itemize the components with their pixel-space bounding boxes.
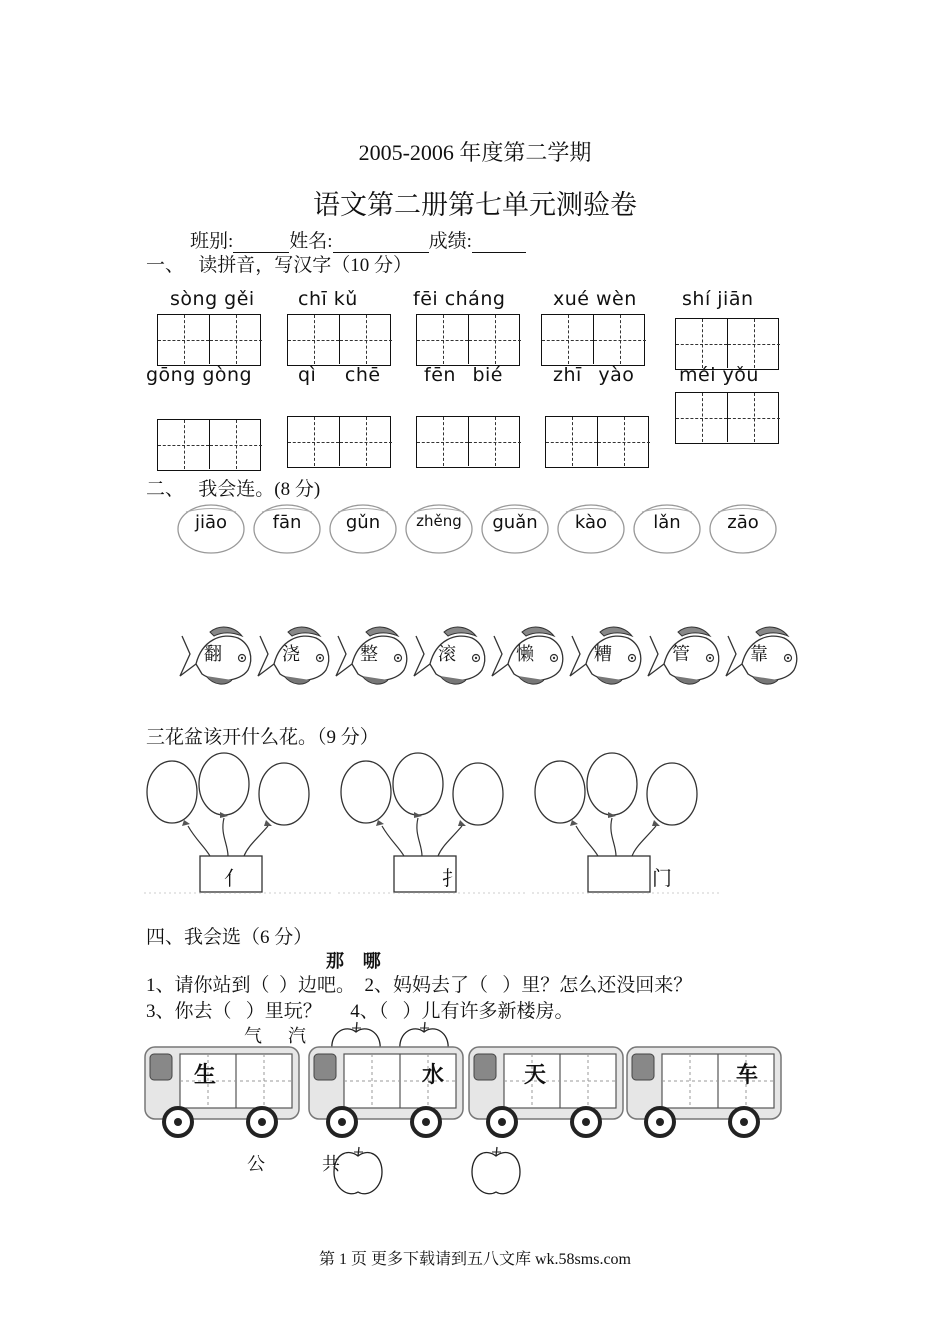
pot-radical: 门 (652, 868, 672, 890)
question-line-2: 3、你去（ ）里玩？ 4、（ ）儿有许多新楼房。 (146, 1001, 574, 1022)
writing-grid[interactable] (675, 318, 779, 370)
pinyin-bowl[interactable] (480, 502, 550, 554)
writing-grid[interactable] (416, 314, 520, 366)
balloon-pot (338, 750, 538, 896)
apple-icon (468, 1146, 524, 1198)
fish-icon[interactable] (566, 624, 646, 690)
bowl-pinyin: jiāo (194, 512, 228, 533)
fish-icon[interactable] (722, 624, 802, 690)
fish-character: 浇 (282, 644, 300, 665)
pinyin-bowl[interactable] (328, 502, 398, 554)
student-info (190, 226, 526, 253)
bus-character: 天 (524, 1063, 547, 1088)
score-label: 成绩: (428, 231, 472, 252)
balloon-pot (532, 750, 732, 896)
writing-grid[interactable] (416, 416, 520, 468)
page-title: 语文第二册第七单元测验卷 (313, 190, 637, 220)
writing-grid[interactable] (287, 314, 391, 366)
section2-heading: 二、 我会连。(8 分) (146, 479, 321, 500)
bowl-pinyin: guǎn (492, 512, 538, 533)
writing-grid[interactable] (541, 314, 645, 366)
pinyin-label: sòng gěi (170, 288, 255, 310)
section4-heading: 四、我会选（6 分） (146, 927, 313, 948)
class-label: 班别: (190, 231, 234, 252)
pinyin-bowl[interactable] (556, 502, 626, 554)
bowl-pinyin: zhěng (416, 512, 462, 530)
writing-grid[interactable] (157, 314, 261, 366)
word-label: 公 (247, 1154, 265, 1174)
word-label: 共 (322, 1154, 340, 1174)
pinyin-label: gōng gòng (146, 364, 253, 386)
pinyin-label: xué wèn (553, 288, 637, 310)
writing-grid[interactable] (675, 392, 779, 444)
fish-icon[interactable] (332, 624, 412, 690)
balloon-pot (144, 750, 344, 896)
pinyin-bowl[interactable] (252, 502, 322, 554)
fish-character: 整 (360, 644, 378, 665)
bus-icon (144, 1046, 300, 1138)
choice-words: 那 哪 (326, 951, 381, 972)
section3-heading: 三花盆该开什么花。（9 分） (146, 727, 379, 748)
section1-heading: 一、 读拼音，写汉字（10 分） (146, 255, 413, 276)
score-blank[interactable] (472, 230, 526, 253)
pinyin-label: zhī yào (553, 364, 635, 386)
fish-character: 懒 (516, 644, 534, 665)
pinyin-label: méi yǒu (679, 364, 759, 386)
pinyin-label: shí jiān (682, 288, 754, 310)
pinyin-bowl[interactable] (404, 502, 474, 554)
fish-character: 糟 (594, 644, 612, 665)
bowl-pinyin: lǎn (653, 512, 681, 533)
apple-icon (330, 1146, 386, 1198)
pinyin-label: fēn bié (424, 364, 503, 386)
fish-icon[interactable] (488, 624, 568, 690)
bowl-pinyin: fān (272, 512, 302, 533)
bus-character: 生 (194, 1063, 217, 1088)
term-title: 2005-2006 年度第二学期 (358, 140, 592, 165)
bowl-pinyin: kào (574, 512, 608, 533)
fish-character: 翻 (204, 644, 222, 665)
word-label: 汽 (288, 1026, 306, 1046)
bowl-pinyin: gǔn (345, 512, 381, 533)
writing-grid[interactable] (545, 416, 649, 468)
bus-character: 车 (736, 1063, 759, 1088)
bus-icon (626, 1046, 782, 1138)
fish-icon[interactable] (410, 624, 490, 690)
fish-icon[interactable] (644, 624, 724, 690)
pinyin-label: qì chē (298, 364, 381, 386)
writing-grid[interactable] (157, 419, 261, 471)
pinyin-label: fēi cháng (413, 288, 506, 310)
bowl-pinyin: zāo (727, 512, 759, 533)
page-footer: 第 1 页 更多下载请到五八文库 wk.58sms.com (318, 1251, 631, 1268)
pinyin-label: chī kǔ (298, 288, 358, 310)
pinyin-bowl[interactable] (708, 502, 778, 554)
pinyin-bowl[interactable] (632, 502, 702, 554)
question-line-1: 1、请你站到（ ）边吧。 2、妈妈去了（ ）里？怎么还没回来？ (146, 975, 693, 996)
fish-character: 滚 (438, 644, 456, 665)
bus-character: 水 (422, 1063, 445, 1088)
pinyin-bowl[interactable] (176, 502, 246, 554)
pot-radical: 扌 (442, 868, 462, 890)
fish-character: 靠 (750, 644, 768, 665)
fish-icon[interactable] (176, 624, 256, 690)
word-label: 气 (244, 1026, 262, 1046)
writing-grid[interactable] (287, 416, 391, 468)
name-label: 姓名: (289, 231, 333, 252)
fish-icon[interactable] (254, 624, 334, 690)
fish-character: 管 (672, 644, 690, 665)
pot-radical: 亻 (224, 868, 244, 890)
